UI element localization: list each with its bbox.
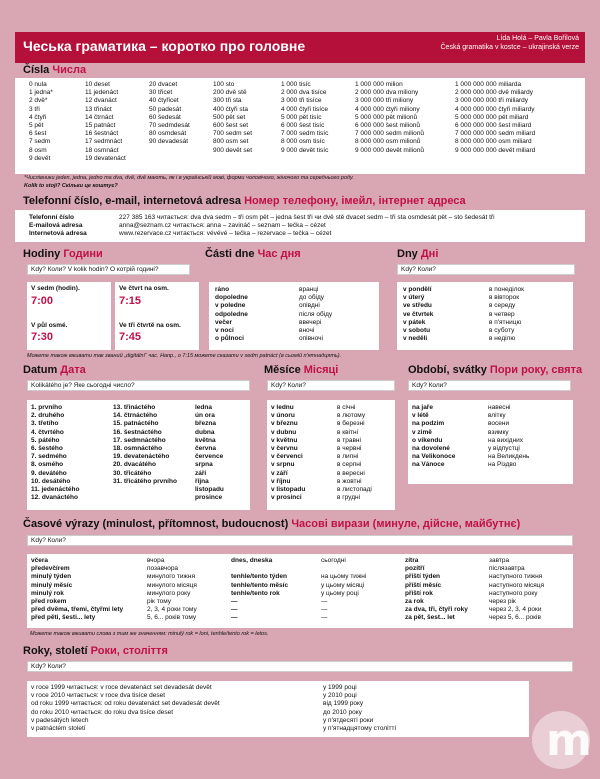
header-authors: Lída Holá – Pavla Bořilová Česká gramatika v kostce – ukrajinská verze	[440, 35, 579, 51]
seasons-question: Kdy? Коли?	[408, 380, 571, 391]
dates-col-2: 13. třináctého 14. čtrnáctého 15. patnáctého 16. šestnáctého 17. sedmnáctého 18. osmnáctého 19. devatenáctého 20. dvacátého 30. třicátého 31. třicátého prvního	[113, 404, 177, 485]
dates-col-1: 1. prvního 2. druhého 3. třetího 4. čtvrtého 5. pátého 6. šestého 7. sedmého 8. osmého 9. devátého 10. desátého 11. jedenáctého 12. dvanáctého	[31, 404, 80, 502]
hours-cell-4: Ve tři čtvrtě na osm. 7:45	[115, 320, 199, 350]
page-title: Чеська граматика – коротко про головне	[23, 38, 306, 54]
seasons-box	[408, 400, 573, 484]
days-heading: Dny Дні	[397, 248, 439, 260]
days-box	[397, 282, 573, 350]
dates-box	[27, 400, 250, 510]
numbers-col-6: 1 000 000 milion 2 000 000 dva miliony 3 000 000 tři miliony 4 000 000 čtyři miliony 5 000 000 pět milionů 6 000 000 šest milionů 7 000 000 sedm milionů 8 000 000 osm milionů 9 000 000 devět milionů	[355, 81, 425, 154]
time-expr-future-cz: zítra pozítří příští týden příští měsíc příští rok za rok za dva, tři, čtyři roky za pět, šest... let	[405, 557, 468, 622]
publisher-logo-watermark: m	[532, 711, 590, 769]
hours-question: Kdy? Коли? V kolik hodin? О котрій годині?	[27, 264, 190, 275]
dayparts-heading: Části dne Час дня	[205, 248, 301, 260]
dates-question: Kolikátého je? Яке сьогодні число?	[27, 380, 250, 391]
numbers-col-3: 20 dvacet 30 třicet 40 čtyřicet 50 padesát 60 šedesát 70 sedmdesát 80 osmdesát 90 devadesát	[149, 81, 190, 146]
hours-heading: Hodiny Години	[23, 248, 103, 260]
months-question: Kdy? Коли?	[267, 380, 395, 391]
seasons-cz: na jaře v létě na podzim v zimě o víkendu na dovolené na Velikonoce na Vánoce	[412, 404, 456, 469]
time-expr-present-uk: сьогодні на цьому тижні у цьому місяці у цьому році — — —	[321, 557, 367, 622]
time-expr-past-cz: včera předevčírem minulý týden minulý měsíc minulý rok před rokem před dvěma, třemi, čtyřmi lety před pěti, šesti... lety	[31, 557, 124, 622]
contacts-heading: Telefonní číslo, e-mail, internetová adresa Номер телефону, імейл, інтернет адреса	[23, 195, 466, 207]
dayparts-uk: вранці до обіду опівдні після обіду ввечері вночі опівночі	[299, 286, 333, 343]
numbers-question: Kolik to stojí? Скільки це коштує?	[24, 183, 118, 189]
time-expr-box	[27, 554, 573, 628]
numbers-col-1: 0 nula 1 jedna* 2 dvě* 3 tři 4 čtyři 5 pět 6 šest 7 sedm 8 osm 9 devět	[29, 81, 53, 162]
dayparts-cz: ráno dopoledne v poledne odpoledne večer v noci o půlnoci	[215, 286, 248, 343]
dates-col-3: ledna ún ora března dubna května června července srpna září října listopadu prosince	[195, 404, 224, 502]
time-expr-present-cz: dnes, dneska tenhle/tento týden tenhle/tento měsíc tenhle/tento rok — — —	[231, 557, 289, 622]
contacts-labels: Telefonní číslo E-mailová adresa Internetová adresa	[29, 214, 87, 238]
seasons-heading: Období, svátky Пори року, свята	[408, 364, 583, 376]
years-uk: у 1999 році у 2010 році від 1999 року до 2010 року у п'ятдесяті роки у п'ятнадцятому столітті	[323, 684, 396, 733]
years-box	[27, 681, 529, 737]
seasons-uk: навесні влітку восени взимку на вихідних у відпустці на Великдень на Різдво	[488, 404, 530, 469]
years-heading: Roky, století Роки, століття	[23, 645, 168, 657]
hours-cell-3: V půl osmé. 7:30	[27, 320, 111, 350]
days-uk: в понеділок в вівторок в середу в четвер в п'ятницю в суботу в неділю	[489, 286, 525, 343]
contacts-box	[15, 210, 585, 242]
numbers-heading: Čísla Числа	[23, 64, 87, 76]
dates-heading: Datum Дата	[23, 364, 86, 376]
time-expr-note: Можете також вживати слова з тим же значенням: minulý rok = loni, tenhle/tento rok = letos.	[30, 631, 269, 637]
hours-cell-1: V sedm (hodin). 7:00	[27, 282, 111, 320]
months-cz: v lednu v únoru v březnu v dubnu v květnu v červnu v červenci v srpnu v září v říjnu v listopadu v prosinci	[271, 404, 306, 502]
time-expr-past-uk: вчора позавчора минулого тижня минулого місяця минулого року рік тому 2, 3, 4 роки тому 5, 6... років тому	[147, 557, 197, 622]
time-730: 7:30	[31, 331, 54, 343]
days-cz: v pondělí v úterý ve středu ve čtvrtek v pátek v sobotu v neděli	[403, 286, 434, 343]
days-question: Kdy? Коли?	[397, 264, 575, 275]
time-expr-heading: Časové výrazy (minulost, přítomnost, budoucnost) Часові вирази (минуле, дійсне, майбутнє)	[23, 518, 521, 530]
years-question: Kdy? Коли?	[27, 661, 573, 672]
time-715: 7:15	[119, 295, 142, 307]
hours-cell-2: Ve čtvrt na osm. 7:15	[115, 282, 199, 320]
contacts-values: 227 385 163 читається: dva dva sedm – tři osm pět – jedna šest tři чи dvě stě dvacet sedm – tři sta osmdesát pět – sto šedesát tři anna@seznam.cz читається: anna – zavináč – seznam – tečka – cézet www.rezervace.cz читається: vévévé – tečka – rezervace – tečka – cézet	[119, 214, 495, 238]
numbers-note: *Числівники jeden, jedna, jedno та dva, dvě, dvě мають, як і в українській мові, форми чоловічого, жіночого та середнього роду.	[24, 175, 354, 181]
time-745: 7:45	[119, 331, 142, 343]
time-expr-future-uk: завтра післязавтра наступного тижня наступного місяця наступного року через рік через 2, 3, 4 роки через 5, 6... років	[489, 557, 545, 622]
numbers-col-7: 1 000 000 000 miliarda 2 000 000 000 dvě miliardy 3 000 000 000 tři miliardy 4 000 000 000 čtyři miliardy 5 000 000 000 pět miliard 6 000 000 000 šest miliard 7 000 000 000 sedm miliard 8 000 000 000 osm miliard 9 000 000 000 devět miliard	[455, 81, 536, 154]
months-uk: в січні в лютому в березні в квітні в травні в червні в липні в серпні в вересні в жовтні в листопаді в грудні	[337, 404, 372, 502]
years-cz: v roce 1999 читається: v roce devatenáct set devadesát devět v roce 2010 читається: v roce dva tisíce deset od roku 1999 читається: od roku devatenáct set devadesát devět do roku 2010 читається: do roku dva tisíce deset v padesátých letech v patnáctém století	[31, 684, 220, 733]
numbers-box	[15, 78, 585, 174]
dayparts-box	[209, 282, 379, 350]
months-heading: Měsíce Місяці	[264, 364, 339, 376]
months-box	[267, 400, 395, 510]
hours-note: Можете також вживати так званий „digitální“ час. Напр., о 7:15 можете сказати v sedm patnáct (в сьомій п'ятнадцять).	[27, 353, 342, 359]
page-header	[15, 32, 585, 63]
numbers-col-2: 10 deset 11 jedenáct 12 dvanáct 13 třináct 14 čtrnáct 15 patnáct 16 šestnáct 17 sedmnáct 18 osmnáct 19 devatenáct	[85, 81, 126, 162]
numbers-col-5: 1 000 tisíc 2 000 dva tisíce 3 000 tři tisíce 4 000 čtyři tisíce 5 000 pět tisíc 6 000 šest tisíc 7 000 sedm tisíc 8 000 osm tisíc 9 000 devět tisíc	[281, 81, 329, 154]
time-expr-question: Kdy? Коли?	[27, 535, 573, 546]
time-700: 7:00	[31, 295, 54, 307]
numbers-col-4: 100 sto 200 dvě stě 300 tři sta 400 čtyři sta 500 pět set 600 šest set 700 sedm set 800 osm set 900 devět set	[213, 81, 253, 154]
